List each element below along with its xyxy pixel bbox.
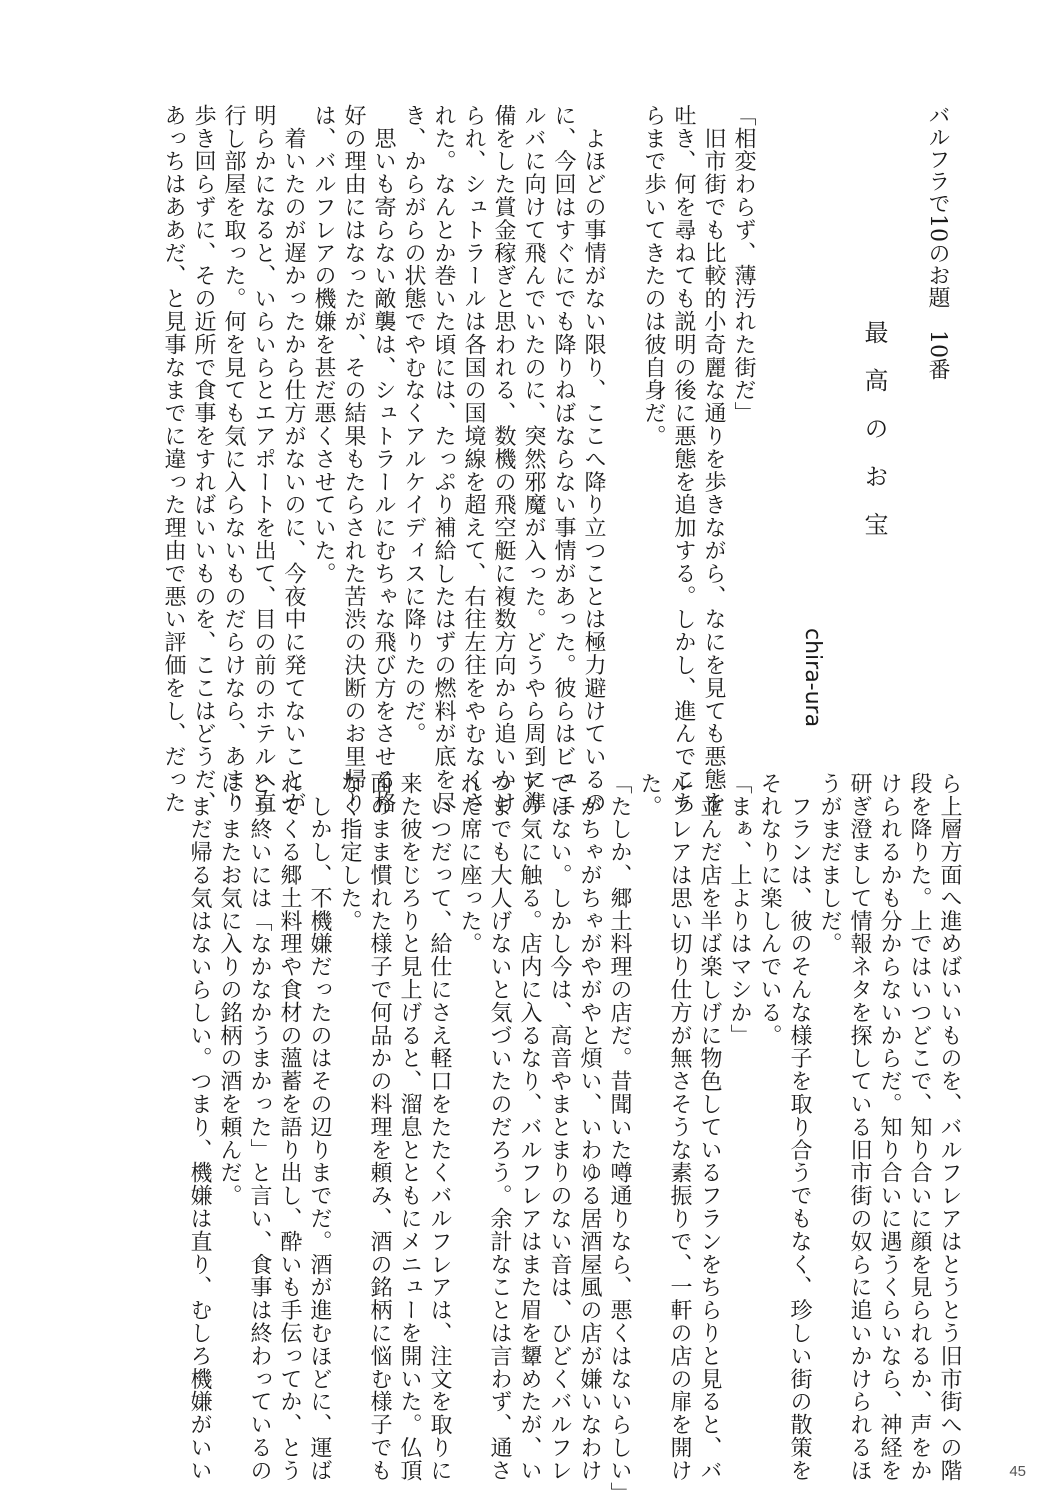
text-column: 来た彼をじろりと見上げると、溜息とともにメニューを開いた。仏頂 bbox=[397, 772, 422, 1482]
text-column: いつだって、給仕にさえ軽口をたたくバルフレアは、注文を取りに bbox=[427, 772, 452, 1482]
text-column: まだ帰る気はないらしい。つまり、機嫌は直り、むしろ機嫌がいい bbox=[187, 772, 212, 1482]
text-column: 備をした賞金稼ぎと思われる、数機の飛空艇に複数方向から追いかけ bbox=[491, 104, 516, 814]
text-column: それなりに楽しんでいる。 bbox=[757, 772, 782, 1047]
page-number: 45 bbox=[1009, 1463, 1026, 1480]
upper-text-block bbox=[158, 104, 758, 814]
text-column: つまでも大人げないと気づいたのだろう。余計なことは言わず、通さ bbox=[487, 772, 512, 1482]
text-column: あっちはああだ、と見事なまでに違った理由で悪い評価をし、だった bbox=[161, 104, 186, 814]
text-column: 好の理由にはなったが、その結果もたらされた苦渋の決断のお里帰り bbox=[341, 104, 366, 814]
text-column: 旧市街でも比較的小奇麗な通りを歩きながら、なにを見ても悪態を bbox=[701, 104, 726, 814]
text-column: れた。なんとか巻いた頃には、たっぷり補給したはずの燃料が底を尽 bbox=[431, 104, 456, 814]
text-column: れてくる郷土料理や食材の薀蓄を語り出し、酔いも手伝ってか、とう bbox=[277, 772, 302, 1482]
text-column: 研ぎ澄まして情報ネタを探している旧市街の奴らに追いかけられるほ bbox=[847, 772, 872, 1482]
text-column: ら上層方面へ進めばいいものを、バルフレアはとうとう旧市街への階 bbox=[937, 772, 962, 1482]
text-column: がちゃがちゃがやがやと煩い、いわゆる居酒屋風の店が嫌いなわけ bbox=[577, 772, 602, 1482]
text-column: 着いたのが遅かったから仕方がないのに、今夜中に発てないことが bbox=[281, 104, 306, 814]
text-column: ではない。しかし今は、高音やまとまりのない音は、ひどくバルフレ bbox=[547, 772, 572, 1482]
text-column: 「たしか、郷土料理の店だ。昔聞いた噂通りなら、悪くはないらしい」 bbox=[607, 772, 632, 1505]
story-title: 最高のお宝 bbox=[860, 320, 888, 560]
text-column: アの気に触る。店内に入るなり、バルフレアはまた眉を顰めたが、い bbox=[517, 772, 542, 1482]
text-column: は、バルフレアの機嫌を甚だ悪くさせていた。 bbox=[311, 104, 336, 585]
text-column: れた席に座った。 bbox=[457, 772, 482, 956]
text-column: 行し部屋を取った。何を見ても気に入らないものだらけなら、あまり bbox=[221, 104, 246, 814]
text-column: フランは、彼のそんな様子を取り合うでもなく、珍しい街の散策を bbox=[787, 772, 812, 1482]
text-column: に、またお気に入りの銘柄の酒を頼んだ。 bbox=[217, 772, 242, 1208]
text-column: けられるかも分からないからだ。知り合いに遇うくらいなら、神経を bbox=[877, 772, 902, 1482]
text-column: 明らかになると、いらいらとエアポートを出て、目の前のホテルへ直 bbox=[251, 104, 276, 814]
text-column: 「相変わらず、薄汚れた街だ」 bbox=[731, 104, 756, 425]
text-column: よほどの事情がない限り、ここへ降り立つことは極力避けているの bbox=[581, 104, 606, 814]
text-column: 歩き回らずに、その近所で食事をすればいいものを、ここはどうだ、 bbox=[191, 104, 216, 814]
text-column: しかし、不機嫌だったのはその辺りまでだ。酒が進むほどに、運ば bbox=[307, 772, 332, 1482]
lower-text-block bbox=[184, 772, 964, 1505]
text-column: き、からがらの状態でやむなくアルケイディスに降りたのだ。 bbox=[401, 104, 426, 746]
text-column: た。 bbox=[637, 772, 662, 818]
series-header: バルフラで10のお題 10番 bbox=[925, 104, 950, 380]
text-column: られ、シュトラールは各国の国境線を超えて、右往左往をやむなくさ bbox=[461, 104, 486, 814]
text-column: うがまだましだ。 bbox=[817, 772, 842, 956]
text-column bbox=[608, 104, 638, 734]
text-column: に、今回はすぐにでも降りねばならない事情があった。彼らはビュエ bbox=[551, 104, 576, 814]
text-column: 並んだ店を半ば楽しげに物色しているフランをちらりと見ると、バ bbox=[697, 772, 722, 1482]
text-column: らまで歩いてきたのは彼自身だ。 bbox=[641, 104, 666, 448]
text-column: なく指定した。 bbox=[337, 772, 362, 933]
text-column: 面のまま慣れた様子で何品かの料理を頼み、酒の銘柄に悩む様子でも bbox=[367, 772, 392, 1482]
text-column: 段を降りた。上ではいつどこで、知り合いに顔を見られるか、声をか bbox=[907, 772, 932, 1482]
author-name: chira-ura bbox=[800, 628, 825, 728]
text-column: とう終いには「なかなかうまかった」と言い、食事は終わっているの bbox=[247, 772, 272, 1482]
text-column: ルフレアは思い切り仕方が無さそうな素振りで、一軒の店の扉を開け bbox=[667, 772, 692, 1482]
text-column: 思いも寄らない敵襲は、シュトラールにむちゃな飛び方をさせる格 bbox=[371, 104, 396, 814]
text-column: 「まぁ、上よりはマシか」 bbox=[727, 772, 752, 1047]
text-column: ルバに向けて飛んでいたのに、突然邪魔が入った。どうやら周到に準 bbox=[521, 104, 546, 814]
text-column: 吐き、何を尋ねても説明の後に悪態を追加する。しかし、進んでこち bbox=[671, 104, 696, 814]
